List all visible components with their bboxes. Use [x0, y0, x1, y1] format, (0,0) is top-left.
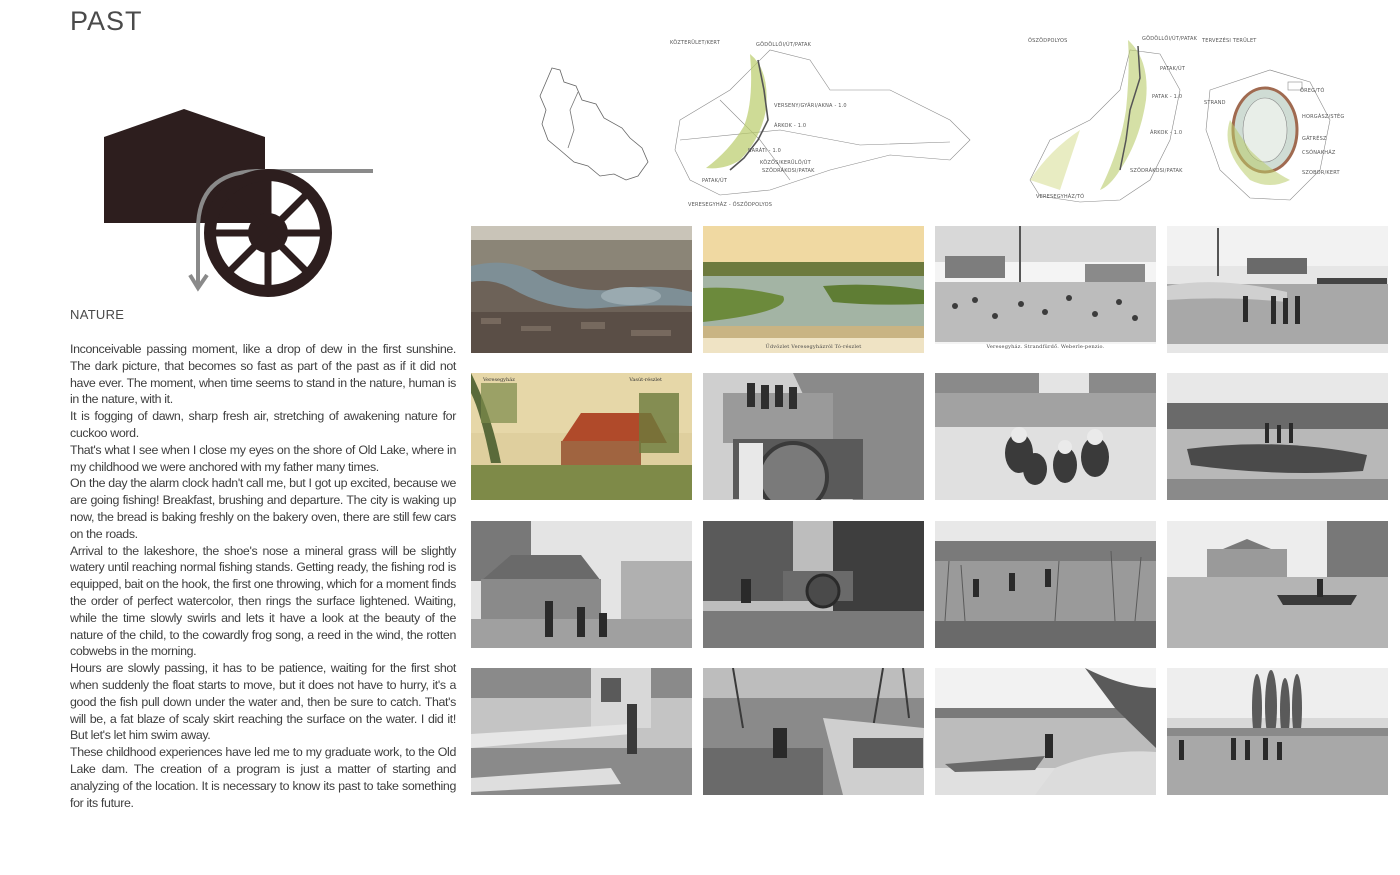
photo-lake-postcard [703, 226, 924, 353]
map-label: ŐSZÖDPOLYOS [1028, 38, 1068, 44]
map-label: ÖREG/TÓ [1300, 88, 1325, 94]
body-text [70, 341, 456, 811]
map-label: SZOBOR/KERT [1302, 170, 1340, 176]
house-cart-icon [100, 105, 380, 300]
paragraph: Hours are slowly passing, it has to be patience, waiting for the first shot when suddenly the float starts to move, but it does not have to hurry, it's a good the fish pull down under the water and, then be sure to catch. That's will be, a fat blaze of scaly skirt reaching the surface on the water. I did it! But let's let him swim away. [70, 661, 456, 743]
photo-caption: Veresegyház [483, 377, 515, 383]
photo-sluice-gate [703, 668, 924, 795]
photo-mill-wheel [703, 373, 924, 500]
photo-beach-bathers [935, 226, 1156, 353]
paragraph: These childhood experiences have led me to my graduate work, to the Old Lake dam. The creation of a program is just a matter of starting and analyzing of the location. It is necessary to know its past to take something for its future. [70, 745, 456, 810]
map-label: KÖZÖS/KERÜLŐ/ÚT [760, 160, 811, 166]
map-sketch-outline [540, 68, 648, 180]
map-label: PATAK/ÚT [702, 178, 728, 184]
map-label: GÖDÖLLŐI/ÚT/PATAK [1142, 36, 1198, 42]
map-label: GÖDÖLLŐI/ÚT/PATAK [756, 42, 812, 48]
paragraph: That's what I see when I close my eyes on the shore of Old Lake, where in my childhood we were anchored with my father many times. [70, 442, 456, 474]
map-label: GÁTRÉSZ [1302, 136, 1327, 142]
map-label: STRAND [1204, 100, 1226, 106]
wheel-icon [210, 175, 326, 291]
map-sketch-area [675, 50, 970, 195]
map-label: CSÓNAKHÁZ [1302, 150, 1336, 156]
map-label: ÁRKOK - 1.0 [774, 123, 807, 129]
map-label: PATAK - 1.0 [1152, 94, 1183, 100]
photo-poplars-skaters [1167, 668, 1388, 795]
photo-boathouse [471, 521, 692, 648]
photo-aerial-town [471, 226, 692, 353]
map-sketches [530, 30, 1350, 215]
photo-boat-house-water [471, 668, 692, 795]
photo-caption: Veresegyház. Strandfürdő. Weberle-penzio. [986, 344, 1105, 350]
photo-family-beach [935, 373, 1156, 500]
photo-boat-lake [1167, 521, 1388, 648]
paragraph: On the day the alarm clock hadn't call me, but I got up excited, because we are going fishing! Breakfast, brushing and departure. The city is waking up now, the bread is baking freshly on the bakery oven, there are still few cars on the roads. [70, 476, 456, 541]
photo-lakeshore-children [1167, 226, 1388, 353]
map-label: VERESEGYHÁZ/TÓ [1036, 194, 1085, 200]
map-label: ÁRKOK - 1.0 [1150, 130, 1183, 136]
photo-reeds-figures [935, 521, 1156, 648]
map-label: HORGÁSZ/STÉG [1302, 114, 1345, 120]
map-label: PATAK/ÚT [1160, 66, 1186, 72]
map-label: TERVEZÉSI TERÜLET [1202, 38, 1257, 44]
photo-rowboat-shore [935, 668, 1156, 795]
photo-reed-island [1167, 373, 1388, 500]
map-label: VERESEGYHÁZ - ŐSZÖDPOLYOS [688, 202, 773, 208]
paragraph: It is fogging of dawn, sharp fresh air, stretching of awakening nature for cuckoo word. [70, 409, 456, 440]
photo-mill-stream [703, 521, 924, 648]
photo-grid [471, 226, 1388, 796]
map-label: KÖZTERÜLET/KERT [670, 40, 720, 46]
map-green-area [1030, 130, 1080, 190]
page-title: PAST [70, 6, 143, 36]
map-label: VERSENY/GYÁRI/AKNA - 1.0 [774, 103, 847, 109]
map-label: BARÁTI - 1.0 [748, 148, 782, 154]
photo-house-postcard [471, 373, 692, 500]
paragraph: Arrival to the lakeshore, the shoe's nose a mineral grass will be slightly watery until reaching normal fishing stands. Getting ready, the fishing rod is equipped, bait on the hook, the first one throwing, which for a moment finds the order of perfect watercolor, then rings the surface lightened. Waiting, while the time slowly swirls and lets it have a look at the beauty of the nature of the child, to the cowardly frog song, a reed in the wind, the rotten cobwebs in the morning. [70, 543, 456, 659]
map-label: SZŐDRÁKOSI/PATAK [1130, 168, 1183, 174]
paragraph: Inconceivable passing moment, like a drop of dew in the first sunshine. The dark picture, that becomes so fast as part of the past as if it did not have ever. The moment, when time seems to stand in the nature, human is in the nature, with it. [70, 342, 456, 407]
photo-caption: Vasút-részlet [629, 377, 662, 383]
section-label: NATURE [70, 307, 125, 322]
map-label: SZŐDRÁKOSI/PATAK [762, 168, 815, 174]
photo-caption: Üdvözlet Veresegyházról Tó-részlet [765, 344, 862, 350]
